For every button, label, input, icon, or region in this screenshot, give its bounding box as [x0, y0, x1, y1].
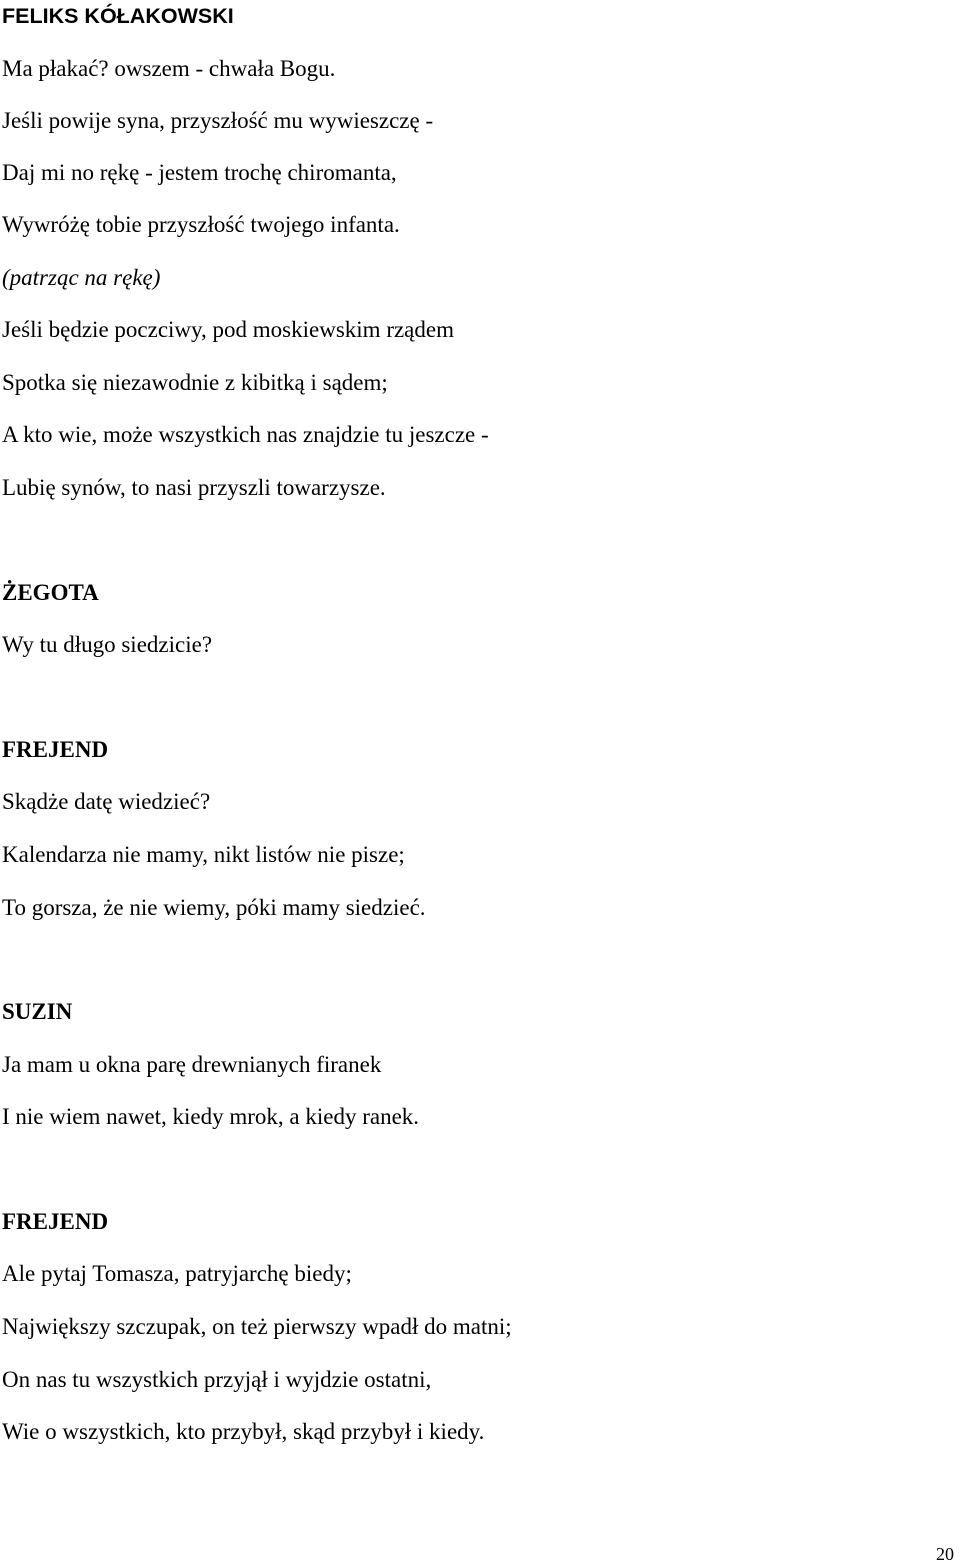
- verse-line: Daj mi no rękę - jestem trochę chiromanta,: [2, 160, 397, 185]
- verse-line: On nas tu wszystkich przyjął i wyjdzie ostatni,: [2, 1367, 432, 1392]
- page-number: 20: [936, 1544, 954, 1564]
- verse-line: Skądże datę wiedzieć?: [2, 789, 211, 814]
- speaker-name: FREJEND: [2, 1209, 109, 1234]
- stage-direction: (patrząc na rękę): [2, 265, 161, 290]
- speaker-name: ŻEGOTA: [2, 580, 99, 605]
- verse-line: Ja mam u okna parę drewnianych firanek: [2, 1052, 382, 1077]
- verse-line: Największy szczupak, on też pierwszy wpadł do matni;: [2, 1314, 512, 1339]
- verse-line: A kto wie, może wszystkich nas znajdzie tu jeszcze -: [2, 422, 489, 447]
- verse-line: Ale pytaj Tomasza, patryjarchę biedy;: [2, 1261, 352, 1286]
- verse-line: Jeśli będzie poczciwy, pod moskiewskim rządem: [2, 317, 454, 342]
- verse-line: Spotka się niezawodnie z kibitką i sądem;: [2, 370, 388, 395]
- speaker-name: SUZIN: [2, 999, 73, 1024]
- speaker-name: FELIKS KÓŁAKOWSKI: [2, 4, 234, 28]
- verse-line: Jeśli powije syna, przyszłość mu wywieszczę -: [2, 108, 434, 133]
- verse-line: Wywróżę tobie przyszłość twojego infanta.: [2, 212, 400, 237]
- verse-line: Kalendarza nie mamy, nikt listów nie pisze;: [2, 842, 405, 867]
- verse-line: Wy tu długo siedzicie?: [2, 632, 213, 657]
- speaker-name: FREJEND: [2, 737, 109, 762]
- verse-line: I nie wiem nawet, kiedy mrok, a kiedy ranek.: [2, 1104, 420, 1129]
- verse-line: Wie o wszystkich, kto przybył, skąd przybył i kiedy.: [2, 1419, 485, 1444]
- verse-line: To gorsza, że nie wiemy, póki mamy siedzieć.: [2, 895, 426, 920]
- verse-line: Ma płakać? owszem - chwała Bogu.: [2, 56, 336, 81]
- verse-line: Lubię synów, to nasi przyszli towarzysze.: [2, 475, 386, 500]
